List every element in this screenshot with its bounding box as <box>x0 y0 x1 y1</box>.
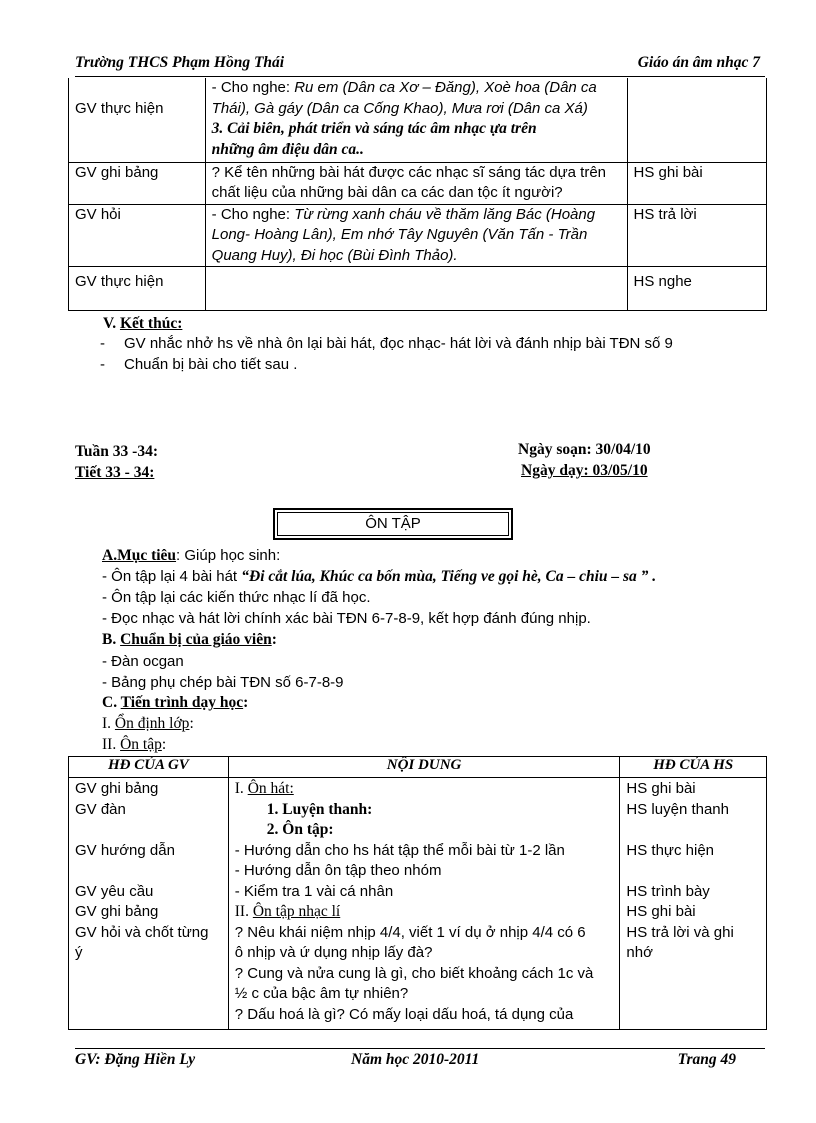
content-line: Long- Hoàng Lân), Em nhớ Tây Nguyên (Văn Tấn - Trần <box>211 226 588 243</box>
table-row <box>69 778 767 1030</box>
content-line: ? Dấu hoá là gì? Có mấy loại dấu hoá, tá dụng của <box>234 1005 574 1023</box>
section-heading: 3. Cải biên, phát triển và sáng tác âm nhạc ựa trên <box>211 120 537 137</box>
content-subheading: 1. Luyện thanh: <box>266 800 373 818</box>
lesson-title: ÔN TẬP <box>277 512 509 536</box>
header-content: NỘI DUNG <box>228 757 620 778</box>
hs-cell <box>626 820 760 841</box>
preparation-line: - Đàn ocgan <box>102 653 184 670</box>
week-label: Tuần 33 -34: <box>75 443 158 460</box>
hs-cell: HS trả lời <box>633 205 697 223</box>
lesson-title-box <box>273 508 513 540</box>
header-rule <box>75 76 765 77</box>
gv-cell: ý <box>75 944 83 961</box>
hs-cell: HS ghi bài <box>626 780 696 797</box>
hs-cell: HS nghe <box>633 273 692 290</box>
gv-cell: GV ghi bảng <box>75 903 159 920</box>
prep-date: Ngày soạn: 30/04/10 <box>518 441 651 458</box>
footer-teacher: GV: Đặng Hiền Ly <box>75 1051 196 1068</box>
lesson-table-continued <box>68 78 767 311</box>
ending-item-text: GV nhắc nhở hs về nhà ôn lại bài hát, đọc nhạc- hát lời và đánh nhịp bài TĐN số 9 <box>124 335 673 352</box>
hs-cell <box>626 861 760 882</box>
table-row <box>69 204 767 267</box>
hs-cell: nhớ <box>626 944 653 961</box>
objective-line: - Ôn tập lại 4 bài hát “Đi cắt lúa, Khúc ca bốn mùa, Tiếng ve gọi hè, Ca – chiu – sa ” . <box>102 568 657 585</box>
gv-cell: GV thực hiện <box>75 273 164 290</box>
table-row <box>69 267 767 311</box>
content-heading: I. Ôn hát: <box>234 780 294 797</box>
school-name: Trường THCS Phạm Hồng Thái <box>75 54 285 71</box>
footer-year: Năm học 2010-2011 <box>351 1051 480 1068</box>
hs-cell: HS thực hiện <box>626 841 715 859</box>
content-line: ? Nêu khái niệm nhịp 4/4, viết 1 ví dụ ở nhịp 4/4 có 6 <box>234 923 586 941</box>
preparation-line: - Bảng phụ chép bài TĐN số 6-7-8-9 <box>102 674 344 691</box>
period-label: Tiết 33 - 34: <box>75 464 155 481</box>
content-heading: II. Ôn tập nhạc lí <box>234 903 341 920</box>
content-line: - Hướng dẫn ôn tập theo nhóm <box>234 862 442 879</box>
review-table <box>68 756 767 1030</box>
process-heading: C. Tiến trình dạy học: <box>102 694 249 711</box>
table-row <box>69 78 767 162</box>
footer-page: Trang 49 <box>677 1051 736 1068</box>
gv-cell: GV ghi bảng <box>75 163 159 181</box>
content-line: - Cho nghe: Từ rừng xanh cháu về thăm lăng Bác (Hoàng <box>211 205 596 223</box>
gv-cell: GV thực hiện <box>75 100 164 117</box>
section-heading: những âm điệu dân ca.. <box>211 140 364 158</box>
ending-item: - <box>100 335 105 352</box>
step-two-heading: II. Ôn tập: <box>102 736 167 753</box>
table-row <box>69 162 767 204</box>
content-line: chất liệu của những bài dân ca các dan tộc ít người? <box>211 184 563 201</box>
content-line: ? Cung và nửa cung là gì, cho biết khoảng cách 1c và <box>234 964 594 982</box>
ending-heading: V. Kết thúc: <box>103 315 183 332</box>
content-line: ? Kể tên những bài hát được các nhạc sĩ sáng tác dựa trên <box>211 163 607 181</box>
gv-cell <box>75 861 222 882</box>
ending-item-text: Chuẩn bị bài cho tiết sau . <box>124 356 298 373</box>
content-line: - Cho nghe: Ru em (Dân ca Xơ – Đăng), Xoè hoa (Dân ca <box>211 79 597 96</box>
subject-name: Giáo án âm nhạc 7 <box>637 54 760 71</box>
gv-cell: GV hỏi và chốt từng <box>75 923 209 941</box>
footer-rule <box>75 1048 765 1049</box>
preparation-heading: B. Chuẩn bị của giáo viên: <box>102 631 277 648</box>
hs-cell: HS trình bày <box>626 882 710 900</box>
content-subheading: 2. Ôn tập: <box>266 821 334 838</box>
content-line: ô nhịp và ứ dụng nhịp lấy đà? <box>234 944 433 961</box>
content-line: - Hướng dẫn cho hs hát tập thể mỗi bài từ 1-2 lần <box>234 841 565 859</box>
hs-cell: HS ghi bài <box>633 163 703 181</box>
hs-cell: HS trả lời và ghi <box>626 923 734 941</box>
objectives-heading: A.Mục tiêu: Giúp học sinh: <box>102 547 281 564</box>
content-line: Quang Huy), Đi học (Bùi Đình Thảo). <box>211 246 458 264</box>
gv-cell: GV hỏi <box>75 205 121 223</box>
gv-cell: GV hướng dẫn <box>75 841 175 859</box>
step-one-heading: I. Ổn định lớp: <box>102 715 194 732</box>
gv-cell: GV đàn <box>75 800 126 818</box>
content-line: Thái), Gà gáy (Dân ca Cống Khao), Mưa rơi (Dân ca Xá) <box>211 99 588 117</box>
ending-item: - <box>100 356 105 373</box>
gv-cell <box>75 820 222 841</box>
table-header-row <box>69 757 767 778</box>
header-gv: HĐ CỦA GV <box>69 757 229 778</box>
objective-line: - Đọc nhạc và hát lời chính xác bài TĐN 6-7-8-9, kết hợp đánh đúng nhịp. <box>102 610 591 627</box>
hs-cell: HS ghi bài <box>626 903 696 920</box>
content-line: - Kiểm tra 1 vài cá nhân <box>234 882 394 900</box>
gv-cell: GV ghi bảng <box>75 780 159 797</box>
content-line: ½ c của bậc âm tự nhiên? <box>234 985 409 1002</box>
objective-line: - Ôn tập lại các kiến thức nhạc lí đã học. <box>102 589 371 606</box>
header-hs: HĐ CỦA HS <box>620 757 767 778</box>
teach-date: Ngày dạy: 03/05/10 <box>521 462 648 479</box>
gv-cell: GV yêu cầu <box>75 882 154 900</box>
hs-cell: HS luyện thanh <box>626 800 729 818</box>
